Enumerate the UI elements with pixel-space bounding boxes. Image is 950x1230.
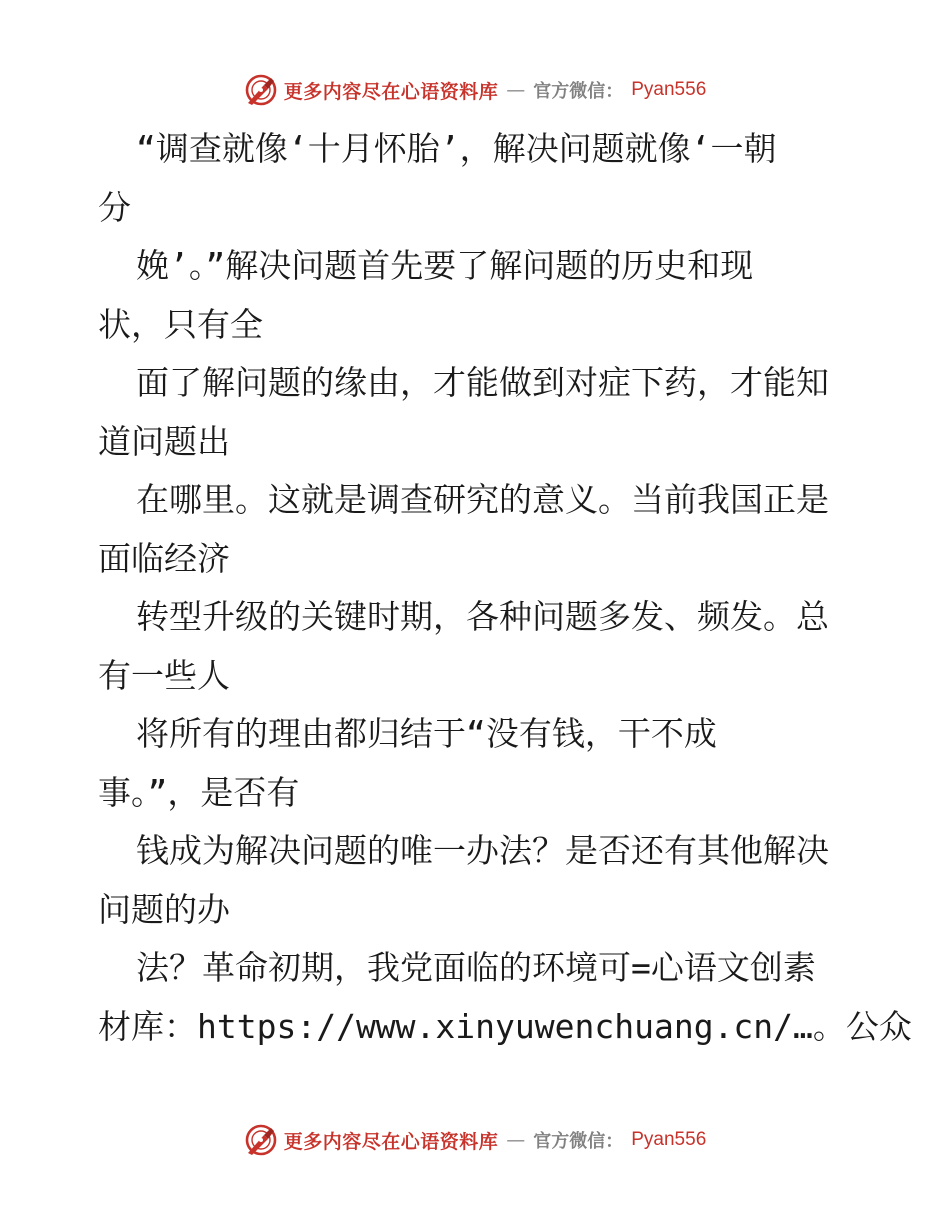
body-line-16: 材库：https://www.xinyuwenchuang.cn/…。公众 [98, 1006, 912, 1046]
footer-brand [244, 1123, 707, 1157]
footer-wechat-label: 官方微信： [533, 1131, 624, 1152]
footer-wechat-id: Pyan556 [631, 1129, 707, 1150]
body-line-15: 法？革命初期，我党面临的环境可=心语文创素 [136, 948, 816, 987]
body-line-13: 钱成为解决问题的唯一办法？是否还有其他解决 [136, 831, 829, 870]
body-line-9: 转型升级的关键时期，各种问题多发、频发。总 [136, 597, 829, 636]
header-brand-text: 更多内容尽在心语资料库 [283, 80, 499, 103]
body-line-3: 娩’。”解决问题首先要了解问题的历史和现 [136, 246, 754, 285]
body-line-12: 事。”，是否有 [98, 772, 300, 812]
body-line-5: 面了解问题的缘由，才能做到对症下药，才能知 [136, 363, 829, 402]
body-line-14: 问题的办 [98, 889, 230, 929]
body-line-6: 道问题出 [98, 421, 230, 461]
header-wechat-id: Pyan556 [631, 79, 707, 100]
pen-nib-logo-icon [244, 73, 278, 107]
body-line-4: 状，只有全 [98, 304, 263, 344]
body-line-2: 分 [98, 187, 131, 227]
page-header [0, 70, 950, 110]
body-line-7: 在哪里。这就是调查研究的意义。当前我国正是 [136, 480, 829, 519]
body-line-11: 将所有的理由都归结于“没有钱，干不成 [136, 714, 717, 753]
body-line-10: 有一些人 [98, 655, 230, 695]
body-line-1: “调查就像‘十月怀胎’，解决问题就像‘一朝 [136, 129, 777, 168]
header-brand [244, 73, 707, 107]
footer-brand-text: 更多内容尽在心语资料库 [283, 1130, 499, 1153]
header-wechat-label: 官方微信： [533, 81, 624, 102]
pen-nib-logo-icon [244, 1123, 278, 1157]
header-dash: — [506, 79, 526, 101]
body-line-8: 面临经济 [98, 538, 230, 578]
page-footer [0, 1120, 950, 1160]
footer-dash: — [506, 1129, 526, 1151]
document-body [98, 120, 912, 1056]
